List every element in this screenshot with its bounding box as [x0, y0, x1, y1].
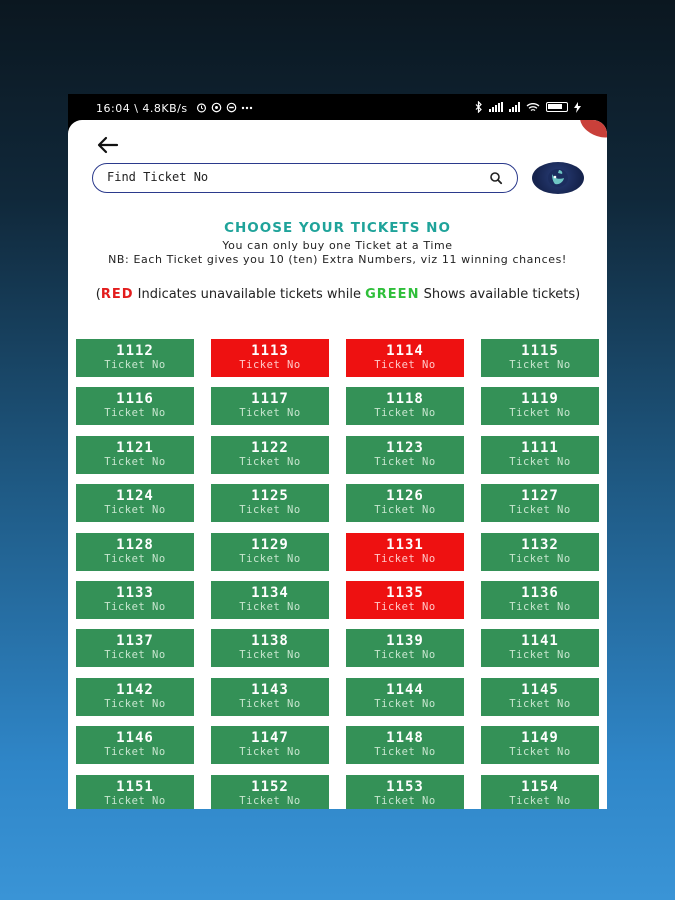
ticket-number: 1143: [251, 681, 289, 698]
ticket-number: 1136: [521, 584, 559, 601]
ticket-label: Ticket No: [509, 407, 571, 420]
avatar[interactable]: [532, 162, 584, 194]
ticket-available[interactable]: [481, 581, 599, 619]
ticket-label: Ticket No: [374, 794, 436, 807]
ticket-available[interactable]: [481, 436, 599, 474]
ticket-available[interactable]: [76, 484, 194, 522]
ticket-available[interactable]: [346, 726, 464, 764]
ticket-label: Ticket No: [104, 455, 166, 468]
ticket-label: Ticket No: [509, 455, 571, 468]
more-icon: [241, 105, 253, 111]
ticket-number: 1129: [251, 536, 289, 553]
info-note: NB: Each Ticket gives you 10 (ten) Extra Numbers, viz 11 winning chances!: [108, 253, 567, 266]
legend-open-paren: (: [95, 287, 101, 302]
alarm-icon: [196, 102, 207, 113]
ticket-available[interactable]: [211, 726, 329, 764]
ticket-number: 1118: [386, 391, 424, 408]
ticket-number: 1148: [386, 730, 424, 747]
ticket-available[interactable]: [481, 629, 599, 667]
ticket-number: 1126: [386, 488, 424, 505]
search-input[interactable]: [107, 170, 467, 184]
ticket-available[interactable]: [211, 387, 329, 425]
ticket-number: 1112: [116, 343, 154, 359]
ticket-label: Ticket No: [104, 504, 166, 517]
ticket-number: 1117: [251, 391, 289, 408]
ticket-label: Ticket No: [374, 746, 436, 759]
color-legend: [88, 288, 588, 302]
ticket-number: 1119: [521, 391, 559, 408]
ticket-number: 1149: [521, 730, 559, 747]
ticket-available[interactable]: [76, 775, 194, 809]
ticket-number: 1145: [521, 681, 559, 698]
ticket-number: 1122: [251, 439, 289, 456]
ticket-number: 1114: [386, 343, 424, 359]
wifi-icon: [526, 102, 540, 113]
ticket-label: Ticket No: [509, 504, 571, 517]
legend-green-text: Shows available tickets): [419, 287, 581, 302]
ticket-label: Ticket No: [239, 504, 301, 517]
status-separator: \: [134, 102, 139, 115]
ticket-available[interactable]: [481, 533, 599, 571]
ticket-available[interactable]: [211, 484, 329, 522]
ticket-number: 1152: [251, 778, 289, 795]
ticket-label: Ticket No: [374, 649, 436, 662]
ticket-number: 1134: [251, 584, 289, 601]
avatar-logo-icon: [532, 162, 584, 194]
ticket-number: 1147: [251, 730, 289, 747]
ticket-label: Ticket No: [104, 552, 166, 565]
ticket-available[interactable]: [346, 387, 464, 425]
ticket-label: Ticket No: [374, 407, 436, 420]
page-subtitle: You can only buy one Ticket at a Time: [222, 239, 453, 252]
ticket-label: Ticket No: [509, 600, 571, 613]
ticket-available[interactable]: [76, 339, 194, 377]
ticket-available[interactable]: [211, 678, 329, 716]
ticket-label: Ticket No: [509, 649, 571, 662]
ticket-available[interactable]: [211, 629, 329, 667]
ticket-available[interactable]: [346, 629, 464, 667]
ticket-available[interactable]: [76, 581, 194, 619]
charging-icon: [574, 102, 581, 113]
ticket-grid: [76, 339, 600, 809]
ticket-number: 1153: [386, 778, 424, 795]
ticket-label: Ticket No: [239, 407, 301, 420]
whatsapp-icon: [211, 102, 222, 113]
ticket-available[interactable]: [481, 387, 599, 425]
search-icon[interactable]: [489, 171, 503, 185]
ticket-number: 1141: [521, 633, 559, 650]
chat-icon: [226, 102, 237, 113]
ticket-available[interactable]: [76, 533, 194, 571]
battery-icon: [546, 102, 568, 112]
ticket-available[interactable]: [76, 436, 194, 474]
ticket-label: Ticket No: [239, 455, 301, 468]
ticket-number: 1127: [521, 488, 559, 505]
ticket-label: Ticket No: [104, 697, 166, 710]
ticket-available[interactable]: [76, 387, 194, 425]
ticket-label: Ticket No: [374, 504, 436, 517]
ticket-number: 1128: [116, 536, 154, 553]
ticket-number: 1132: [521, 536, 559, 553]
status-speed: 4.8KB/s: [142, 102, 188, 115]
legend-red-word: RED: [100, 287, 134, 302]
search-bar[interactable]: [92, 163, 518, 193]
status-bar: [68, 94, 607, 122]
ticket-unavailable[interactable]: [346, 581, 464, 619]
ticket-label: Ticket No: [509, 697, 571, 710]
ticket-label: Ticket No: [239, 746, 301, 759]
ticket-label: Ticket No: [104, 746, 166, 759]
ticket-label: Ticket No: [374, 359, 436, 371]
ticket-available[interactable]: [481, 726, 599, 764]
ticket-number: 1123: [386, 439, 424, 456]
ticket-number: 1115: [521, 343, 559, 359]
status-right: [475, 101, 581, 113]
ticket-label: Ticket No: [104, 407, 166, 420]
arrow-left-icon: [94, 132, 122, 158]
ticket-label: Ticket No: [239, 552, 301, 565]
ticket-available[interactable]: [76, 726, 194, 764]
ticket-available[interactable]: [211, 533, 329, 571]
ticket-label: Ticket No: [374, 455, 436, 468]
status-time: 16:04: [96, 102, 131, 115]
ticket-label: Ticket No: [239, 697, 301, 710]
ticket-label: Ticket No: [509, 552, 571, 565]
ticket-label: Ticket No: [104, 649, 166, 662]
ticket-available[interactable]: [346, 678, 464, 716]
ticket-unavailable[interactable]: [346, 533, 464, 571]
ticket-label: Ticket No: [104, 794, 166, 807]
app-screen: [68, 120, 607, 809]
ticket-label: Ticket No: [509, 794, 571, 807]
ticket-label: Ticket No: [239, 649, 301, 662]
status-left: [96, 102, 253, 115]
ticket-number: 1146: [116, 730, 154, 747]
ticket-label: Ticket No: [239, 794, 301, 807]
ticket-label: Ticket No: [239, 600, 301, 613]
page-title: CHOOSE YOUR TICKETS NO: [224, 220, 451, 236]
ticket-number: 1137: [116, 633, 154, 650]
ticket-available[interactable]: [211, 775, 329, 809]
ticket-number: 1121: [116, 439, 154, 456]
ticket-number: 1154: [521, 778, 559, 795]
ticket-label: Ticket No: [239, 359, 301, 371]
ticket-available[interactable]: [211, 581, 329, 619]
ticket-label: Ticket No: [509, 746, 571, 759]
ticket-number: 1144: [386, 681, 424, 698]
ticket-available[interactable]: [76, 629, 194, 667]
ticket-number: 1131: [386, 536, 424, 553]
ticket-number: 1142: [116, 681, 154, 698]
ticket-available[interactable]: [211, 436, 329, 474]
phone-frame: [68, 94, 607, 809]
ticket-number: 1116: [116, 391, 154, 408]
ticket-number: 1138: [251, 633, 289, 650]
ticket-label: Ticket No: [509, 359, 571, 371]
ticket-label: Ticket No: [374, 552, 436, 565]
signal-icon: [489, 102, 503, 112]
ticket-available[interactable]: [481, 339, 599, 377]
ticket-label: Ticket No: [104, 600, 166, 613]
ticket-available[interactable]: [346, 484, 464, 522]
ticket-number: 1139: [386, 633, 424, 650]
ticket-available[interactable]: [481, 484, 599, 522]
ticket-available[interactable]: [481, 678, 599, 716]
back-button[interactable]: [94, 132, 122, 158]
ticket-number: 1133: [116, 584, 154, 601]
ticket-number: 1124: [116, 488, 154, 505]
ticket-label: Ticket No: [374, 697, 436, 710]
ticket-available[interactable]: [481, 775, 599, 809]
ticket-number: 1113: [251, 343, 289, 359]
corner-decoration: [575, 120, 607, 143]
bluetooth-icon: [475, 101, 483, 113]
ticket-label: Ticket No: [374, 600, 436, 613]
ticket-number: 1151: [116, 778, 154, 795]
ticket-number: 1111: [521, 439, 559, 456]
legend-green-word: GREEN: [365, 287, 420, 302]
ticket-unavailable[interactable]: [211, 339, 329, 377]
ticket-label: Ticket No: [104, 359, 166, 371]
ticket-available[interactable]: [76, 678, 194, 716]
ticket-number: 1125: [251, 488, 289, 505]
legend-red-text: Indicates unavailable tickets while: [133, 287, 366, 302]
signal-icon-2: [509, 102, 520, 112]
ticket-number: 1135: [386, 584, 424, 601]
ticket-available[interactable]: [346, 775, 464, 809]
ticket-unavailable[interactable]: [346, 339, 464, 377]
ticket-available[interactable]: [346, 436, 464, 474]
